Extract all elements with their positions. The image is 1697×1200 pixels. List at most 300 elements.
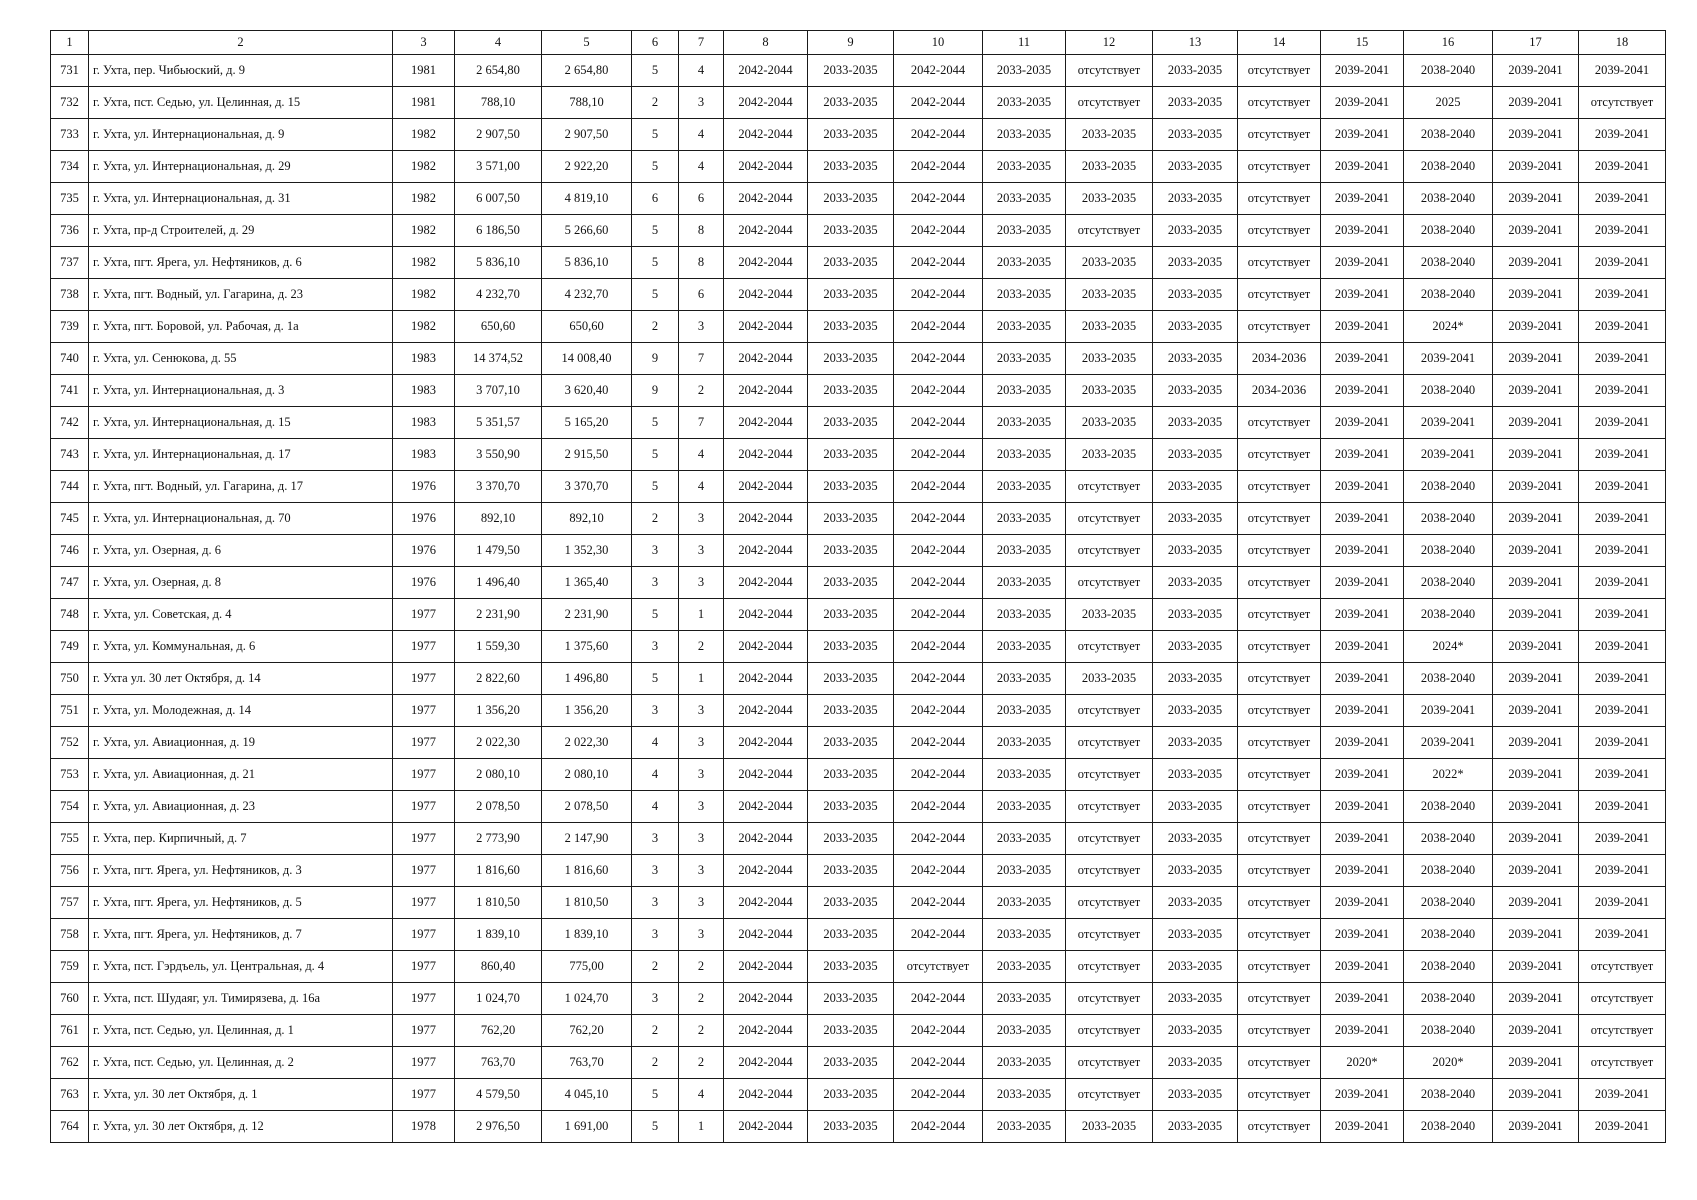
table-cell: 2039-2041: [1321, 343, 1404, 375]
table-cell: 2042-2044: [724, 951, 808, 983]
address-cell: г. Ухта, ул. Коммунальная, д. 6: [89, 631, 393, 663]
table-cell: 763,70: [455, 1047, 542, 1079]
table-row: [51, 503, 1666, 535]
table-cell: 2039-2041: [1579, 791, 1666, 823]
table-cell: 1: [679, 1111, 724, 1143]
address-cell: г. Ухта, ул. 30 лет Октября, д. 1: [89, 1079, 393, 1111]
table-cell: отсутствует: [1238, 535, 1321, 567]
column-number-header: [51, 31, 1666, 55]
table-cell: 2038-2040: [1404, 215, 1493, 247]
table-cell: отсутствует: [1066, 823, 1153, 855]
table-cell: 2039-2041: [1579, 439, 1666, 471]
table-cell: 2039-2041: [1321, 983, 1404, 1015]
table-cell: 2033-2035: [1153, 55, 1238, 87]
table-cell: 1 356,20: [542, 695, 632, 727]
table-cell: 2038-2040: [1404, 1111, 1493, 1143]
table-cell: 2033-2035: [1066, 599, 1153, 631]
table-cell: 2039-2041: [1493, 919, 1579, 951]
table-cell: 2039-2041: [1579, 567, 1666, 599]
table-cell: отсутствует: [1579, 87, 1666, 119]
table-row: [51, 183, 1666, 215]
table-cell: 1977: [393, 695, 455, 727]
table-cell: 2042-2044: [724, 439, 808, 471]
table-cell: 2039-2041: [1321, 599, 1404, 631]
table-cell: 2042-2044: [894, 151, 983, 183]
table-cell: 4: [679, 1079, 724, 1111]
table-cell: 2033-2035: [983, 1079, 1066, 1111]
table-cell: 2039-2041: [1493, 791, 1579, 823]
table-cell: 4: [632, 791, 679, 823]
table-cell: отсутствует: [1238, 855, 1321, 887]
table-cell: 2042-2044: [894, 823, 983, 855]
table-cell: отсутствует: [1579, 1015, 1666, 1047]
table-cell: 3: [632, 535, 679, 567]
table-cell: 2039-2041: [1579, 151, 1666, 183]
table-cell: 2039-2041: [1493, 471, 1579, 503]
row-number-cell: 745: [51, 503, 89, 535]
table-cell: 1 375,60: [542, 631, 632, 663]
table-cell: 2033-2035: [983, 1015, 1066, 1047]
table-cell: 2039-2041: [1404, 695, 1493, 727]
table-cell: 14 374,52: [455, 343, 542, 375]
table-cell: 2039-2041: [1321, 535, 1404, 567]
table-cell: 4: [632, 727, 679, 759]
table-cell: 3: [679, 567, 724, 599]
table-cell: 2039-2041: [1493, 1015, 1579, 1047]
row-number-cell: 762: [51, 1047, 89, 1079]
table-cell: 2: [679, 983, 724, 1015]
table-cell: 2039-2041: [1321, 279, 1404, 311]
table-cell: отсутствует: [1066, 471, 1153, 503]
table-cell: 2033-2035: [808, 311, 894, 343]
address-cell: г. Ухта, пгт. Ярега, ул. Нефтяников, д. 7: [89, 919, 393, 951]
table-cell: 2033-2035: [1153, 343, 1238, 375]
row-number-cell: 751: [51, 695, 89, 727]
table-cell: 1976: [393, 567, 455, 599]
table-cell: 6: [679, 183, 724, 215]
table-cell: 2042-2044: [894, 311, 983, 343]
table-cell: 2038-2040: [1404, 1079, 1493, 1111]
table-cell: отсутствует: [1238, 1047, 1321, 1079]
table-cell: отсутствует: [1238, 823, 1321, 855]
address-cell: г. Ухта, ул. Интернациональная, д. 17: [89, 439, 393, 471]
table-cell: 3: [632, 631, 679, 663]
table-cell: 2033-2035: [808, 279, 894, 311]
table-cell: 2033-2035: [983, 407, 1066, 439]
table-cell: 2039-2041: [1321, 247, 1404, 279]
table-cell: 2039-2041: [1579, 55, 1666, 87]
table-cell: 2033-2035: [1066, 311, 1153, 343]
table-cell: 1981: [393, 87, 455, 119]
table-cell: 1976: [393, 471, 455, 503]
table-cell: 2033-2035: [808, 823, 894, 855]
table-cell: 2039-2041: [1493, 375, 1579, 407]
row-number-cell: 731: [51, 55, 89, 87]
row-number-cell: 756: [51, 855, 89, 887]
table-cell: 2033-2035: [983, 855, 1066, 887]
table-cell: 2033-2035: [983, 599, 1066, 631]
row-number-cell: 739: [51, 311, 89, 343]
table-cell: 2039-2041: [1493, 247, 1579, 279]
table-cell: 1 839,10: [542, 919, 632, 951]
table-cell: 2039-2041: [1579, 215, 1666, 247]
table-cell: 2042-2044: [894, 247, 983, 279]
table-cell: 2039-2041: [1493, 983, 1579, 1015]
table-cell: 1982: [393, 311, 455, 343]
address-cell: г. Ухта, пст. Седью, ул. Целинная, д. 15: [89, 87, 393, 119]
table-cell: 2042-2044: [894, 759, 983, 791]
table-cell: 2 231,90: [542, 599, 632, 631]
table-cell: 2033-2035: [983, 887, 1066, 919]
table-cell: 2039-2041: [1493, 663, 1579, 695]
table-cell: 2033-2035: [983, 567, 1066, 599]
table-cell: 2 915,50: [542, 439, 632, 471]
table-cell: 2033-2035: [1153, 983, 1238, 1015]
table-cell: 2039-2041: [1321, 87, 1404, 119]
table-cell: 1 024,70: [542, 983, 632, 1015]
table-cell: 4: [679, 55, 724, 87]
table-cell: 2039-2041: [1579, 1079, 1666, 1111]
table-cell: 2042-2044: [724, 695, 808, 727]
table-cell: 2038-2040: [1404, 599, 1493, 631]
table-cell: 2039-2041: [1321, 823, 1404, 855]
table-cell: 2039-2041: [1321, 855, 1404, 887]
table-cell: 2039-2041: [1321, 407, 1404, 439]
table-row: [51, 631, 1666, 663]
table-cell: 2033-2035: [983, 535, 1066, 567]
table-cell: 2042-2044: [724, 87, 808, 119]
table-cell: 2033-2035: [983, 375, 1066, 407]
table-cell: 2033-2035: [983, 247, 1066, 279]
table-cell: 2033-2035: [1066, 407, 1153, 439]
table-row: [51, 535, 1666, 567]
address-cell: г. Ухта, ул. 30 лет Октября, д. 12: [89, 1111, 393, 1143]
table-cell: 4 579,50: [455, 1079, 542, 1111]
table-cell: 14 008,40: [542, 343, 632, 375]
table-cell: 2033-2035: [1153, 951, 1238, 983]
table-cell: 3: [632, 887, 679, 919]
table-cell: 2033-2035: [1153, 247, 1238, 279]
table-cell: 1983: [393, 343, 455, 375]
table-cell: 2042-2044: [724, 759, 808, 791]
table-cell: 4: [679, 119, 724, 151]
table-cell: 2042-2044: [724, 791, 808, 823]
table-cell: 2033-2035: [983, 471, 1066, 503]
table-cell: 2039-2041: [1493, 87, 1579, 119]
table-cell: 6 007,50: [455, 183, 542, 215]
table-cell: отсутствует: [1238, 215, 1321, 247]
table-cell: 4 232,70: [542, 279, 632, 311]
table-cell: 2033-2035: [1153, 1111, 1238, 1143]
table-cell: 2039-2041: [1493, 855, 1579, 887]
table-cell: 2039-2041: [1321, 375, 1404, 407]
table-cell: 2039-2041: [1579, 1111, 1666, 1143]
table-cell: 2033-2035: [1066, 247, 1153, 279]
table-cell: 2038-2040: [1404, 151, 1493, 183]
table-cell: отсутствует: [1238, 55, 1321, 87]
table-cell: отсутствует: [1238, 599, 1321, 631]
table-cell: 3: [679, 855, 724, 887]
row-number-cell: 754: [51, 791, 89, 823]
table-cell: 2039-2041: [1579, 887, 1666, 919]
table-cell: 5: [632, 119, 679, 151]
address-cell: г. Ухта, ул. Интернациональная, д. 15: [89, 407, 393, 439]
column-header-15: 15: [1321, 31, 1404, 55]
table-cell: 2039-2041: [1579, 471, 1666, 503]
table-cell: 2039-2041: [1321, 727, 1404, 759]
table-cell: 788,10: [542, 87, 632, 119]
table-cell: 2 022,30: [455, 727, 542, 759]
table-cell: отсутствует: [1066, 951, 1153, 983]
table-cell: 2033-2035: [983, 119, 1066, 151]
table-cell: 1 024,70: [455, 983, 542, 1015]
table-cell: 3: [679, 727, 724, 759]
table-cell: отсутствует: [1238, 151, 1321, 183]
table-cell: 2039-2041: [1579, 375, 1666, 407]
table-cell: 2038-2040: [1404, 823, 1493, 855]
table-cell: 2039-2041: [1321, 919, 1404, 951]
table-cell: 2039-2041: [1493, 823, 1579, 855]
table-cell: 2039-2041: [1321, 471, 1404, 503]
address-cell: г. Ухта, пгт. Водный, ул. Гагарина, д. 23: [89, 279, 393, 311]
table-cell: 2033-2035: [808, 535, 894, 567]
table-cell: 2042-2044: [894, 663, 983, 695]
address-cell: г. Ухта, пгт. Боровой, ул. Рабочая, д. 1а: [89, 311, 393, 343]
table-cell: 1982: [393, 151, 455, 183]
table-cell: 2033-2035: [808, 695, 894, 727]
table-cell: 2 976,50: [455, 1111, 542, 1143]
column-header-18: 18: [1579, 31, 1666, 55]
table-cell: 2042-2044: [894, 1079, 983, 1111]
table-cell: 7: [679, 407, 724, 439]
table-cell: 3: [679, 311, 724, 343]
table-cell: 2042-2044: [724, 631, 808, 663]
table-cell: 2033-2035: [983, 311, 1066, 343]
table-cell: 2042-2044: [724, 1111, 808, 1143]
table-cell: 2042-2044: [894, 279, 983, 311]
table-cell: 2042-2044: [724, 919, 808, 951]
table-cell: отсутствует: [1238, 279, 1321, 311]
address-cell: г. Ухта, пер. Кирпичный, д. 7: [89, 823, 393, 855]
address-cell: г. Ухта, ул. Интернациональная, д. 29: [89, 151, 393, 183]
table-cell: 5: [632, 151, 679, 183]
row-number-cell: 746: [51, 535, 89, 567]
table-cell: 2033-2035: [983, 55, 1066, 87]
table-cell: 2042-2044: [894, 599, 983, 631]
table-cell: 2038-2040: [1404, 663, 1493, 695]
table-cell: 2033-2035: [1153, 279, 1238, 311]
table-cell: 2039-2041: [1493, 119, 1579, 151]
table-cell: 2039-2041: [1493, 631, 1579, 663]
table-cell: 2033-2035: [1153, 1079, 1238, 1111]
table-cell: 650,60: [455, 311, 542, 343]
table-cell: 2033-2035: [1153, 727, 1238, 759]
table-cell: 2039-2041: [1579, 823, 1666, 855]
table-cell: 1976: [393, 503, 455, 535]
table-cell: 2033-2035: [983, 343, 1066, 375]
table-cell: 788,10: [455, 87, 542, 119]
table-cell: 3: [679, 759, 724, 791]
table-cell: отсутствует: [1579, 983, 1666, 1015]
table-cell: 2033-2035: [1066, 279, 1153, 311]
table-cell: 2039-2041: [1321, 311, 1404, 343]
table-cell: 2033-2035: [808, 503, 894, 535]
table-cell: 3 707,10: [455, 375, 542, 407]
table-cell: 2: [632, 503, 679, 535]
table-row: [51, 343, 1666, 375]
table-cell: 2042-2044: [724, 119, 808, 151]
table-cell: 2033-2035: [808, 247, 894, 279]
table-body: [51, 55, 1666, 1143]
table-cell: 2033-2035: [983, 823, 1066, 855]
table-cell: 2039-2041: [1321, 119, 1404, 151]
table-cell: отсутствует: [1238, 311, 1321, 343]
table-cell: 4: [632, 759, 679, 791]
table-cell: 2039-2041: [1493, 343, 1579, 375]
table-row: [51, 919, 1666, 951]
column-header-4: 4: [455, 31, 542, 55]
table-cell: отсутствует: [1238, 919, 1321, 951]
row-number-cell: 764: [51, 1111, 89, 1143]
table-cell: 2033-2035: [808, 727, 894, 759]
table-cell: 2033-2035: [808, 791, 894, 823]
table-cell: 8: [679, 215, 724, 247]
table-cell: 2038-2040: [1404, 55, 1493, 87]
row-number-cell: 747: [51, 567, 89, 599]
table-cell: 2039-2041: [1321, 503, 1404, 535]
table-cell: 2039-2041: [1321, 791, 1404, 823]
column-header-2: 2: [89, 31, 393, 55]
row-number-cell: 749: [51, 631, 89, 663]
table-cell: 8: [679, 247, 724, 279]
table-cell: отсутствует: [1238, 87, 1321, 119]
column-header-11: 11: [983, 31, 1066, 55]
row-number-cell: 755: [51, 823, 89, 855]
table-cell: 2042-2044: [894, 727, 983, 759]
table-cell: отсутствует: [1066, 983, 1153, 1015]
address-cell: г. Ухта, пгт. Ярега, ул. Нефтяников, д. 5: [89, 887, 393, 919]
table-cell: 2033-2035: [983, 727, 1066, 759]
table-cell: 1 816,60: [542, 855, 632, 887]
table-cell: 2039-2041: [1321, 183, 1404, 215]
table-cell: 2042-2044: [894, 183, 983, 215]
table-cell: отсутствует: [1066, 727, 1153, 759]
table-cell: 5: [632, 247, 679, 279]
table-row: [51, 151, 1666, 183]
table-cell: 2038-2040: [1404, 279, 1493, 311]
table-cell: 1977: [393, 887, 455, 919]
column-header-8: 8: [724, 31, 808, 55]
table-cell: 4 232,70: [455, 279, 542, 311]
address-cell: г. Ухта, пст. Гэрдъель, ул. Центральная, д. 4: [89, 951, 393, 983]
table-cell: 1977: [393, 951, 455, 983]
table-cell: 2033-2035: [808, 599, 894, 631]
table-cell: 2042-2044: [894, 471, 983, 503]
table-cell: 2042-2044: [894, 439, 983, 471]
table-cell: 1977: [393, 727, 455, 759]
table-cell: 2039-2041: [1493, 279, 1579, 311]
table-cell: отсутствует: [1238, 631, 1321, 663]
table-cell: 2039-2041: [1493, 759, 1579, 791]
table-cell: 2033-2035: [983, 279, 1066, 311]
table-cell: отсутствует: [1238, 407, 1321, 439]
table-cell: 1981: [393, 55, 455, 87]
table-cell: отсутствует: [1238, 471, 1321, 503]
table-cell: 2024*: [1404, 631, 1493, 663]
table-cell: 2039-2041: [1579, 759, 1666, 791]
table-cell: отсутствует: [1238, 183, 1321, 215]
table-cell: 2042-2044: [894, 535, 983, 567]
row-number-cell: 743: [51, 439, 89, 471]
table-row: [51, 855, 1666, 887]
table-cell: 2042-2044: [724, 343, 808, 375]
row-number-cell: 740: [51, 343, 89, 375]
table-cell: 1 496,40: [455, 567, 542, 599]
table-cell: 2039-2041: [1493, 535, 1579, 567]
table-cell: 4 819,10: [542, 183, 632, 215]
address-cell: г. Ухта, ул. Интернациональная, д. 9: [89, 119, 393, 151]
row-number-cell: 761: [51, 1015, 89, 1047]
table-cell: 2: [679, 375, 724, 407]
table-cell: 1 365,40: [542, 567, 632, 599]
table-cell: 2: [679, 951, 724, 983]
table-cell: отсутствует: [1066, 887, 1153, 919]
table-cell: 9: [632, 343, 679, 375]
table-cell: 5: [632, 215, 679, 247]
table-cell: 2022*: [1404, 759, 1493, 791]
table-cell: 2042-2044: [894, 375, 983, 407]
table-cell: 3: [632, 919, 679, 951]
table-cell: отсутствует: [1066, 503, 1153, 535]
table-cell: 2042-2044: [894, 215, 983, 247]
table-cell: 2042-2044: [724, 311, 808, 343]
table-cell: 2042-2044: [724, 855, 808, 887]
table-cell: 1982: [393, 279, 455, 311]
table-cell: 2039-2041: [1493, 439, 1579, 471]
row-number-cell: 732: [51, 87, 89, 119]
table-cell: 1977: [393, 823, 455, 855]
table-cell: 2042-2044: [724, 1047, 808, 1079]
table-cell: 2033-2035: [1153, 919, 1238, 951]
table-cell: 2033-2035: [1153, 215, 1238, 247]
table-cell: 3 571,00: [455, 151, 542, 183]
table-cell: 892,10: [542, 503, 632, 535]
table-cell: 2: [679, 1047, 724, 1079]
table-cell: 2038-2040: [1404, 183, 1493, 215]
table-cell: 3: [679, 695, 724, 727]
table-row: [51, 375, 1666, 407]
table-cell: 2042-2044: [724, 535, 808, 567]
table-cell: 2042-2044: [894, 1015, 983, 1047]
address-cell: г. Ухта, ул. Интернациональная, д. 3: [89, 375, 393, 407]
row-number-cell: 734: [51, 151, 89, 183]
table-cell: 9: [632, 375, 679, 407]
table-cell: отсутствует: [1238, 887, 1321, 919]
table-cell: 1977: [393, 599, 455, 631]
table-cell: 1 691,00: [542, 1111, 632, 1143]
table-cell: 2: [632, 311, 679, 343]
table-cell: 5: [632, 663, 679, 695]
table-cell: отсутствует: [1066, 855, 1153, 887]
table-cell: 2042-2044: [894, 119, 983, 151]
table-cell: 2039-2041: [1579, 119, 1666, 151]
table-cell: 2042-2044: [724, 983, 808, 1015]
table-cell: 2033-2035: [1153, 791, 1238, 823]
table-cell: 2042-2044: [894, 1111, 983, 1143]
table-row: [51, 887, 1666, 919]
table-cell: 2042-2044: [724, 151, 808, 183]
table-cell: 2042-2044: [724, 247, 808, 279]
